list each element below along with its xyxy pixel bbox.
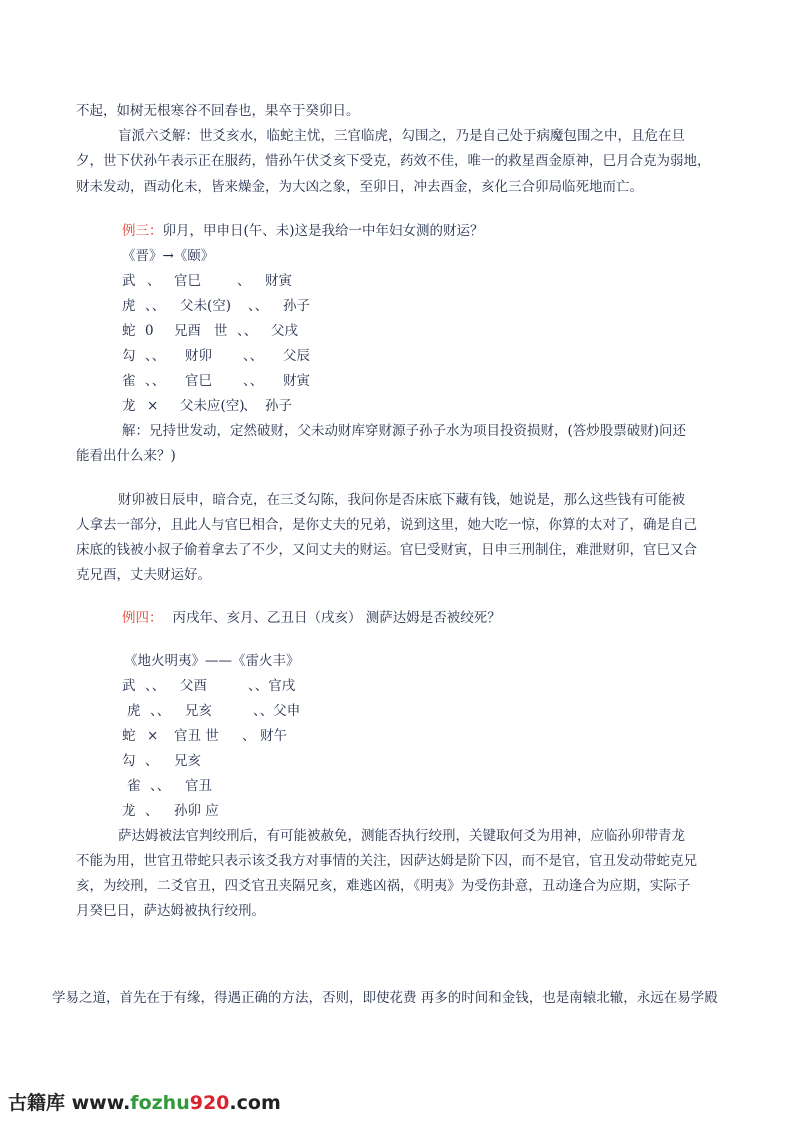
line-relation: 孙卯 应 [174,803,219,819]
changed-mark: 、、 [237,323,258,339]
spirit: 勾 [122,753,136,769]
brand-name: 古籍库 [8,1092,72,1114]
url-prefix: www. [71,1092,131,1114]
line-relation: 官巳 [174,273,201,289]
paragraph-line: 解：兄持世发动，定然破财，父未动财库穿财源子孙子水为项目投资损财，(答炒股票破财)问还 [122,423,687,439]
line-mark: 0 [145,323,154,339]
example-heading [122,609,501,627]
spirit: 龙 [122,398,136,414]
line-mark: 、 [147,273,161,289]
changed-relation: 财寅 [265,273,292,289]
line-relation: 父酉 [180,678,207,694]
spirit: 龙 [122,803,136,819]
line-relation: 父未(空) [180,298,232,314]
paragraph-line: 不能为用，世官丑带蛇只表示该爻我方对事情的关注，因萨达姆是阶下囚，而不是官，官丑发动带蛇克兄 [76,853,697,869]
paragraph-line: 月癸巳日，萨达姆被执行绞刑。 [76,903,265,919]
spirit: 虎 [122,298,136,314]
paragraph-line: 财未发动，酉动化未，皆来燥金，为大凶之象，至卯日，冲去酉金，亥化三合卯局临死地而亡。 [76,179,643,195]
hexagram-row [0,297,793,315]
changed-relation: 父戌 [271,323,298,339]
spirit: 蛇 [122,323,136,339]
changed-mark: 、、 [243,348,264,364]
changed-relation: 、、父申 [253,703,301,719]
paragraph-line: 人拿去一部分，且此人与官巳相合，是你丈夫的兄弟，说到这里，她大吃一惊，你算的太对了，确是自己 [76,517,697,533]
paragraph-line: 亥，为绞刑，二爻官丑，四爻官丑夹隔兄亥，难逃凶祸，《明夷》为受伤卦意，丑动逢合为应期，实际子 [76,878,691,894]
line-mark: 、、 [150,703,171,719]
paragraph-line: 能看出什么来？) [76,448,176,464]
hexagram-row [0,322,793,340]
changed-relation: 父辰 [283,348,310,364]
hexagram-row [0,802,793,820]
changed-relation: 财午 [260,728,287,744]
spirit: 武 [122,273,136,289]
changed-mark: 、、 [243,373,264,389]
line-relation: 财卯 [185,348,212,364]
closing-paragraph: 学易之道，首先在于有缘，得遇正确的方法，否则，即使花费 再多的时间和金钱，也是南辕北辙，永远在易学殿 [52,990,718,1006]
hexagram-names: 《晋》→《颐》 [122,248,215,264]
paragraph-line: 不起，如树无根寒谷不回春也，果卒于癸卯日。 [76,103,360,119]
url-green: fozhu [130,1092,190,1114]
line-relation: 兄酉 世 [174,323,228,339]
spirit: 勾 [122,348,136,364]
changed-relation: 孙子 [265,398,292,414]
changed-mark: 、 [243,398,257,414]
hexagram-row [0,372,793,390]
hexagram-row [0,677,793,695]
line-relation: 官丑 世 [174,728,219,744]
paragraph-line: 财卯被日辰申，暗合克，在三爻勾陈，我问你是否床底下藏有钱，她说是，那么这些钱有可能被 [118,492,685,508]
example-label: 例四： [122,610,163,626]
hexagram-row [0,777,793,795]
hexagram-row [0,347,793,365]
example-heading [122,222,484,240]
line-mark: 、、 [145,373,166,389]
line-relation: 官丑 [185,778,212,794]
changed-mark: 、、 [248,298,269,314]
changed-mark: 、 [242,728,256,744]
line-mark: × [147,728,159,744]
line-mark: 、、 [150,778,171,794]
paragraph-line: 床底的钱被小叔子偷着拿去了不少，又问丈夫的财运。官巳受财寅，日申三刑制住，难泄财卯，官巳又合 [76,542,697,558]
line-relation: 父未应(空) [180,398,245,414]
line-relation: 兄亥 [174,753,201,769]
line-mark: 、、 [145,678,166,694]
spirit: 虎 [127,703,141,719]
hexagram-row [0,727,793,745]
line-relation: 兄亥 [185,703,212,719]
url-suffix: .com [229,1092,281,1114]
hexagram-row [0,397,793,415]
paragraph-line: 萨达姆被法官判绞刑后，有可能被赦免，测能否执行绞刑，关键取何爻为用神，应临孙卯带青龙 [118,828,685,844]
example-question: 卯月，甲申日(午、未)这是我给一中年妇女测的财运？ [162,223,484,239]
paragraph-line: 夕，世下伏孙午表示正在服药，惜孙午伏爻亥下受克，药效不佳，唯一的救星酉金原神，巳月合克为弱地， [76,153,711,169]
spirit: 雀 [122,373,136,389]
spirit: 蛇 [122,728,136,744]
changed-relation: 财寅 [283,373,310,389]
hexagram-row [0,752,793,770]
example-question: 丙戌年、亥月、乙丑日（戌亥） 测萨达姆是否被绞死？ [172,610,501,626]
hexagram-row [0,272,793,290]
paragraph-line: 盲派六爻解：世爻亥水，临蛇主忧，三官临虎，勾围之，乃是自己处于病魔包围之中，且危在旦 [118,128,685,144]
line-mark: 、 [145,803,159,819]
watermark-footer [8,1088,281,1115]
line-relation: 官巳 [185,373,212,389]
changed-relation: 、、官戌 [248,678,296,694]
paragraph-line: 克兄酉，丈夫财运好。 [76,567,211,583]
line-mark: 、 [145,753,159,769]
line-mark: 、、 [145,298,166,314]
url-red: 920 [189,1092,230,1114]
line-mark: × [147,398,159,414]
changed-relation: 孙子 [283,298,310,314]
spirit: 武 [122,678,136,694]
hexagram-row [0,702,793,720]
line-mark: 、、 [145,348,166,364]
hexagram-names: 《地火明夷》——《雷火丰》 [124,653,300,669]
spirit: 雀 [127,778,141,794]
changed-mark: 、 [237,273,251,289]
example-label: 例三： [122,223,163,239]
